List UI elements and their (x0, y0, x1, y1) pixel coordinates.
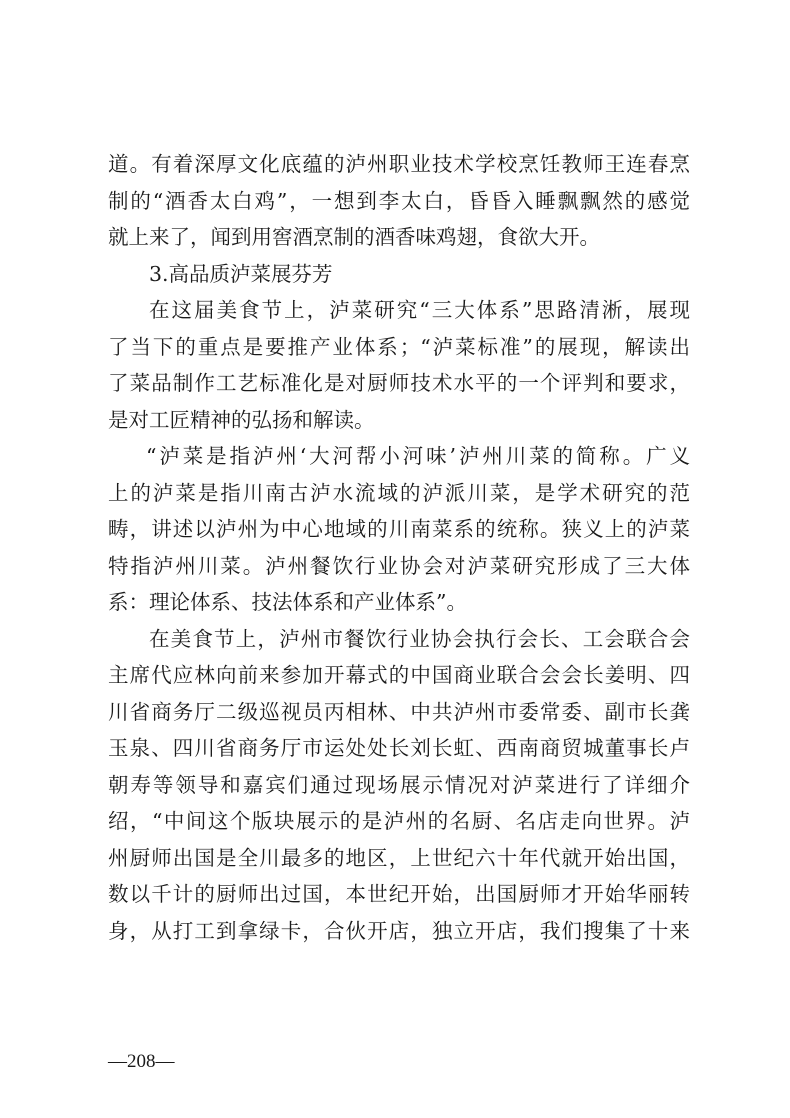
text-line: 绍，“中间这个版块展示的是泸州的名厨、名店走向世界。泸 (108, 809, 690, 833)
body-text (108, 146, 690, 949)
text-line: 在这届美食节上，泸菜研究“三大体系”思路清淅，展现 (149, 298, 690, 322)
text-line: “泸菜是指泸州‘大河帮小河味’泸州川菜的简称。广义 (146, 444, 690, 468)
text-line: 是对工匠精神的弘扬和解读。 (108, 407, 375, 432)
text-line: 玉泉、四川省商务厅市运处处长刘长虹、西南商贸城董事长卢 (108, 736, 690, 760)
text-line: 主席代应林向前来参加开幕式的中国商业联合会会长姜明、四 (108, 663, 690, 687)
heading-text: 3.高品质泸菜展芬芳 (149, 261, 333, 286)
paragraph (108, 146, 690, 256)
text-line: 畴，讲述以泸州为中心地域的川南菜系的统称。狭义上的泸菜 (108, 517, 690, 541)
paragraph (108, 292, 690, 438)
paragraph (108, 438, 690, 621)
text-line: 数以千计的厨师出过国，本世纪开始，出国厨师才开始华丽转 (108, 882, 690, 906)
text-line: 道。有着深厚文化底蕴的泸州职业技术学校烹饪教师王连春烹 (108, 152, 690, 176)
text-line: 州厨师出国是全川最多的地区，上世纪六十年代就开始出国， (108, 845, 690, 870)
text-line: 制的“酒香太白鸡”，一想到李太白，昏昏入睡飘飘然的感觉 (108, 188, 690, 213)
text-line: 了菜品制作工艺标准化是对厨师技术水平的一个评判和要求， (108, 371, 690, 395)
text-line: 了当下的重点是要推产业体系；“泸菜标准”的展现，解读出 (108, 334, 690, 359)
text-line: 川省商务厅二级巡视员丙相林、中共泸州市委常委、副市长龚 (108, 699, 690, 724)
text-line: 朝寿等领导和嘉宾们通过现场展示情况对泸菜进行了详细介 (108, 772, 690, 797)
page-number: —208— (108, 1051, 175, 1072)
text-line: 在美食节上，泸州市餐饮行业协会执行会长、工会联合会 (149, 626, 690, 651)
text-line: 身，从打工到拿绿卡，合伙开店，独立开店，我们搜集了十来 (108, 918, 690, 943)
paragraph (108, 621, 690, 950)
text-line: 上的泸菜是指川南古泸水流域的泸派川菜，是学术研究的范 (108, 480, 690, 505)
section-heading (108, 256, 690, 293)
text-line: 就上来了，闻到用窖酒烹制的酒香味鸡翅，食欲大开。 (108, 225, 600, 249)
text-line: 系：理论体系、技法体系和产业体系”。 (108, 590, 467, 614)
text-line: 特指泸州川菜。泸州餐饮行业协会对泸菜研究形成了三大体 (108, 553, 690, 578)
